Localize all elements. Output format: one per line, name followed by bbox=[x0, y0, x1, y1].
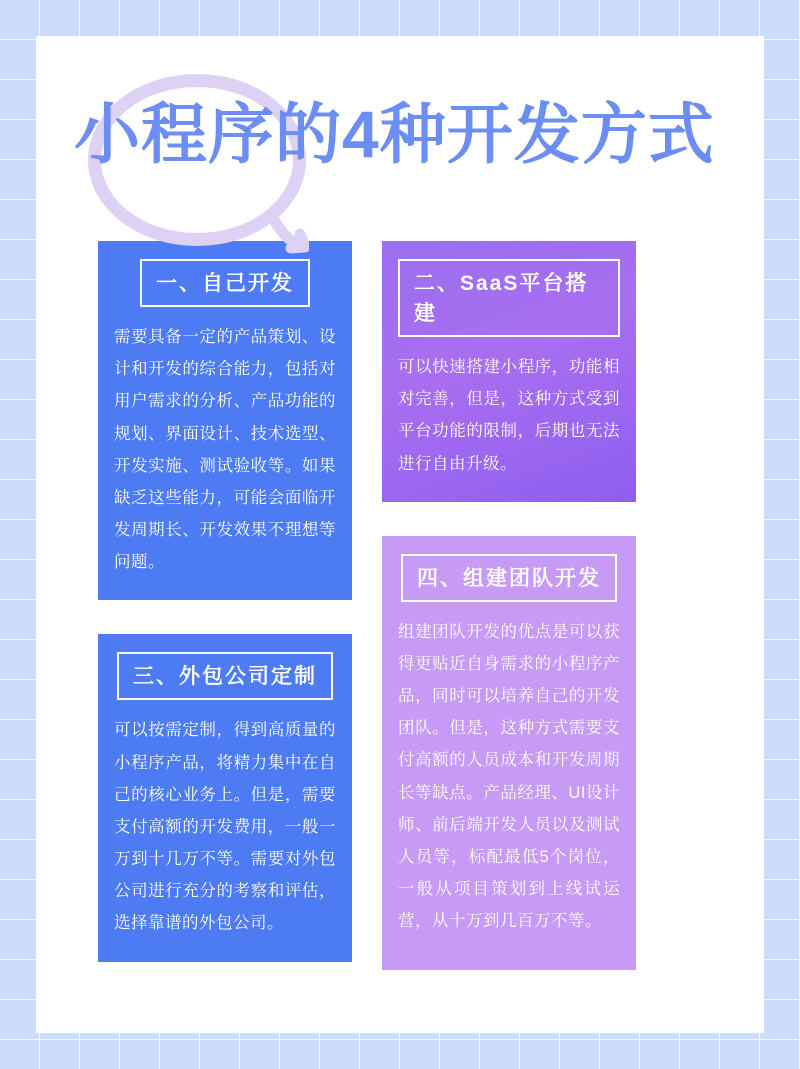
card-body: 可以快速搭建小程序，功能相对完善，但是，这种方式受到平台功能的限制，后期也无法进行自由升级。 bbox=[398, 358, 620, 473]
card-saas-platform bbox=[382, 241, 636, 502]
card-body: 需要具备一定的产品策划、设计和开发的综合能力，包括对用户需求的分析、产品功能的规划、界面设计、技术选型、开发实施、测试验收等。如果缺乏这些能力，可能会面临开发周期长、开发效果不理想等问题。 bbox=[114, 328, 336, 572]
card-outsourcing-customization bbox=[98, 634, 352, 961]
cards-container bbox=[36, 241, 764, 970]
card-self-development bbox=[98, 241, 352, 600]
arrow-decoration-icon bbox=[269, 214, 309, 254]
card-heading: 一、自己开发 bbox=[140, 259, 310, 307]
card-heading: 四、组建团队开发 bbox=[401, 554, 617, 602]
title-section bbox=[36, 36, 764, 241]
card-heading: 二、SaaS平台搭建 bbox=[398, 259, 620, 337]
right-column bbox=[382, 241, 636, 970]
card-head-wrap bbox=[114, 259, 336, 321]
card-head-wrap bbox=[398, 259, 620, 351]
card-heading: 三、外包公司定制 bbox=[117, 652, 333, 700]
poster-card bbox=[36, 36, 764, 1033]
page-title: 小程序的4种开发方式 bbox=[74, 97, 715, 171]
card-body: 可以按需定制，得到高质量的小程序产品，将精力集中在自己的核心业务上。但是，需要支付高额的开发费用，一般一万到十几万不等。需要对外包公司进行充分的考察和评估，选择靠谱的外包公司。 bbox=[114, 721, 336, 933]
card-body: 组建团队开发的优点是可以获得更贴近自身需求的小程序产品，同时可以培养自己的开发团队。但是，这种方式需要支付高额的人员成本和开发周期长等缺点。产品经理、UI设计师、前后端开发人员以及测试人员等，标配最低5个岗位，一般从项目策划到上线试运营，从十万到几百万不等。 bbox=[398, 622, 620, 931]
card-head-wrap bbox=[114, 652, 336, 714]
card-build-team bbox=[382, 536, 636, 970]
card-head-wrap bbox=[398, 554, 620, 616]
left-column bbox=[98, 241, 352, 970]
